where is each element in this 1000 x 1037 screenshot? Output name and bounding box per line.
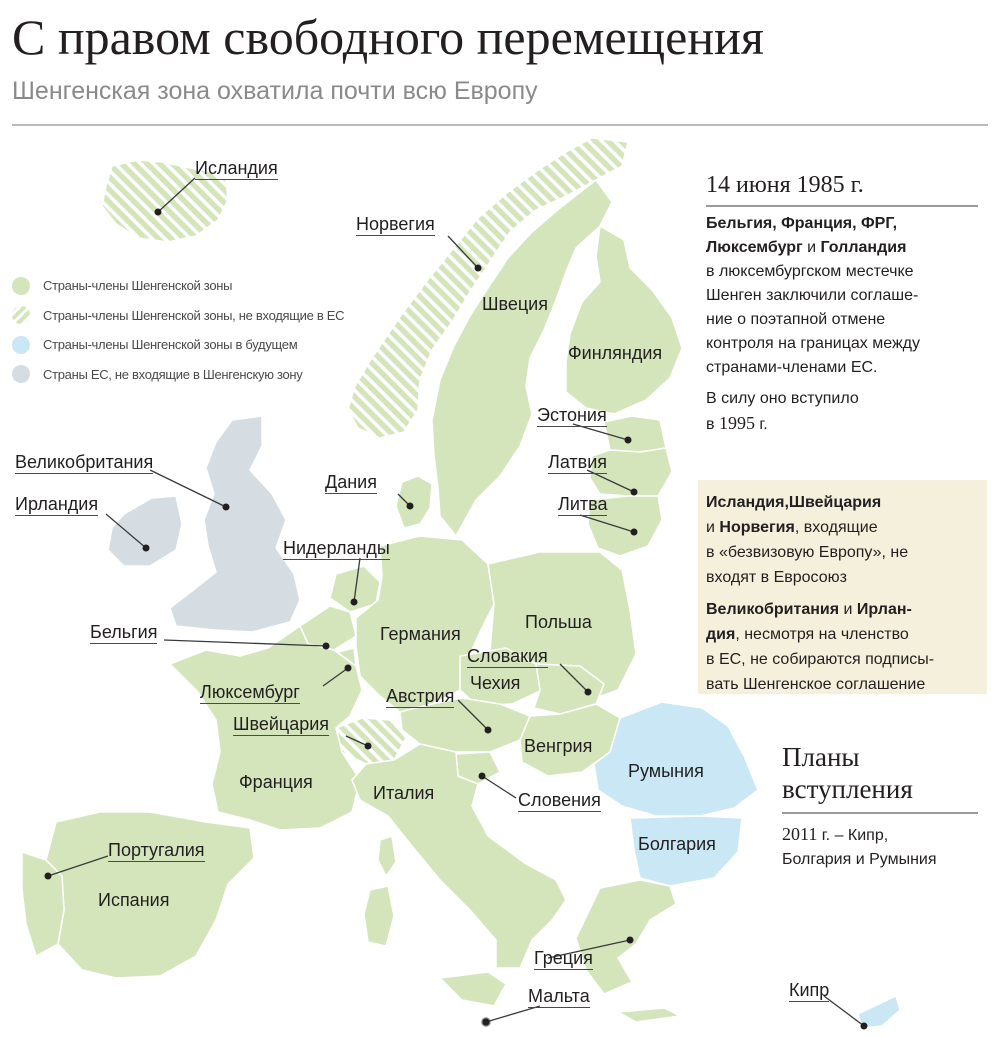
label-hungary: Венгрия bbox=[524, 736, 593, 756]
plans-title-line: Планы bbox=[782, 742, 860, 772]
label-france: Франция bbox=[239, 772, 313, 792]
note2-rest: , несмотря на членство bbox=[735, 626, 909, 643]
label-austria: Австрия bbox=[386, 686, 455, 706]
effect-line: В силу оно вступило bbox=[706, 390, 859, 407]
country-uk[interactable] bbox=[170, 416, 300, 632]
legend-swatch-hatched bbox=[12, 306, 30, 324]
country-switzerland[interactable] bbox=[336, 718, 406, 764]
plans-title-line: вступления bbox=[782, 774, 913, 804]
legend-label: Страны-члены Шенгенской зоны, не входящие в ЕС bbox=[43, 307, 345, 323]
country-ireland[interactable] bbox=[108, 496, 182, 566]
label-romania: Румыния bbox=[628, 761, 704, 781]
label-cyprus: Кипр bbox=[789, 980, 830, 1000]
note1-bold2: Норвегия bbox=[719, 519, 795, 536]
plans-line: Болгария и Румыния bbox=[782, 851, 937, 868]
note2-bold: Великобритания bbox=[706, 601, 840, 618]
legend-label: Страны-члены Шенгенской зоны в будущем bbox=[43, 337, 298, 353]
label-denmark: Дания bbox=[325, 472, 377, 492]
plans-title bbox=[782, 741, 913, 805]
label-italy: Италия bbox=[373, 783, 435, 803]
effect-year: 1995 bbox=[718, 413, 755, 433]
founders-line: в люксембургском местечке bbox=[706, 263, 914, 280]
country-france-corsica bbox=[378, 836, 396, 876]
map-legend bbox=[12, 271, 344, 389]
label-ireland: Ирландия bbox=[15, 494, 99, 514]
legend-item-member bbox=[12, 271, 344, 301]
label-iceland: Исландия bbox=[195, 158, 278, 178]
legend-item-future-member bbox=[12, 330, 344, 360]
legend-label: Страны ЕС, не входящие в Шенгенскую зону bbox=[43, 366, 303, 382]
label-netherlands: Нидерланды bbox=[283, 538, 390, 558]
plans-text bbox=[782, 822, 937, 872]
legend-swatch-future bbox=[12, 336, 30, 354]
label-belgium: Бельгия bbox=[90, 622, 158, 642]
plans-divider bbox=[782, 812, 978, 814]
founders-bold: Люксембург bbox=[706, 239, 803, 256]
plans-year: 2011 bbox=[782, 824, 818, 844]
country-greece[interactable] bbox=[576, 880, 676, 994]
page-title: С правом свободного перемещения bbox=[12, 9, 764, 65]
label-norway: Норвегия bbox=[356, 214, 435, 234]
label-poland: Польша bbox=[525, 612, 592, 632]
note-text bbox=[706, 490, 934, 697]
label-latvia: Латвия bbox=[548, 452, 608, 472]
history-text bbox=[706, 212, 920, 437]
founders-and: и bbox=[802, 239, 821, 256]
plans-line: г. – Кипр, bbox=[817, 827, 889, 844]
founders-bold: Бельгия, Франция, ФРГ, bbox=[706, 215, 898, 232]
label-estonia: Эстония bbox=[537, 405, 607, 425]
label-switzerland: Швейцария bbox=[233, 714, 330, 734]
label-slovenia: Словения bbox=[518, 790, 601, 810]
label-uk: Великобритания bbox=[15, 452, 154, 472]
note2-and: и bbox=[839, 601, 857, 618]
page-subtitle: Шенгенская зона охватила почти всю Европу bbox=[12, 77, 538, 105]
country-denmark[interactable] bbox=[396, 476, 432, 528]
country-estonia[interactable] bbox=[604, 416, 666, 452]
legend-swatch-member bbox=[12, 277, 30, 295]
note2-line: вать Шенгенское соглашение bbox=[706, 676, 926, 693]
label-germany: Германия bbox=[380, 624, 461, 644]
legend-swatch-eu-non-schengen bbox=[12, 365, 30, 383]
legend-item-eu-non-schengen bbox=[12, 360, 344, 390]
note2-bold: дия bbox=[706, 626, 736, 643]
label-luxembourg: Люксембург bbox=[200, 682, 300, 702]
label-malta: Мальта bbox=[528, 986, 590, 1006]
note2-bold: Ирлан- bbox=[856, 601, 912, 618]
country-finland[interactable] bbox=[566, 226, 682, 414]
label-spain: Испания bbox=[98, 890, 170, 910]
label-slovakia: Словакия bbox=[467, 646, 548, 666]
legend-label: Страны-члены Шенгенской зоны bbox=[43, 278, 233, 294]
label-portugal: Португалия bbox=[108, 840, 205, 860]
effect-prefix: в bbox=[706, 416, 719, 433]
history-divider bbox=[706, 205, 978, 207]
effect-suffix: г. bbox=[754, 416, 768, 433]
note1-line: в «безвизовую Европу», не bbox=[706, 544, 909, 561]
history-date: 14 июня 1985 г. bbox=[706, 172, 864, 198]
note1-rest: , входящие bbox=[794, 519, 878, 536]
note1-and: и bbox=[706, 519, 720, 536]
note2-line: в ЕС, не собираются подписы- bbox=[706, 651, 935, 668]
note1-bold: Исландия,Швейцария bbox=[706, 494, 882, 511]
country-italy-sicily bbox=[440, 972, 506, 1006]
founders-bold: Голландия bbox=[820, 239, 907, 256]
legend-item-non-eu-member bbox=[12, 301, 344, 331]
founders-line: ние о поэтапной отмене bbox=[706, 311, 886, 328]
label-greece: Греция bbox=[534, 948, 593, 968]
country-greece-crete bbox=[618, 1008, 680, 1022]
label-bulgaria: Болгария bbox=[638, 834, 716, 854]
label-lithuania: Литва bbox=[558, 494, 608, 514]
country-italy-sardinia bbox=[364, 886, 394, 946]
label-czechia: Чехия bbox=[470, 673, 521, 693]
note1-line: входят в Еврос​оюз bbox=[706, 569, 847, 586]
founders-line: контроля на границах между bbox=[706, 335, 920, 352]
label-sweden: Швеция bbox=[482, 294, 548, 314]
founders-line: Шенген заключили соглаше- bbox=[706, 287, 919, 304]
founders-line: странами-членами ЕС. bbox=[706, 359, 878, 376]
label-finland: Финляндия bbox=[568, 343, 663, 363]
